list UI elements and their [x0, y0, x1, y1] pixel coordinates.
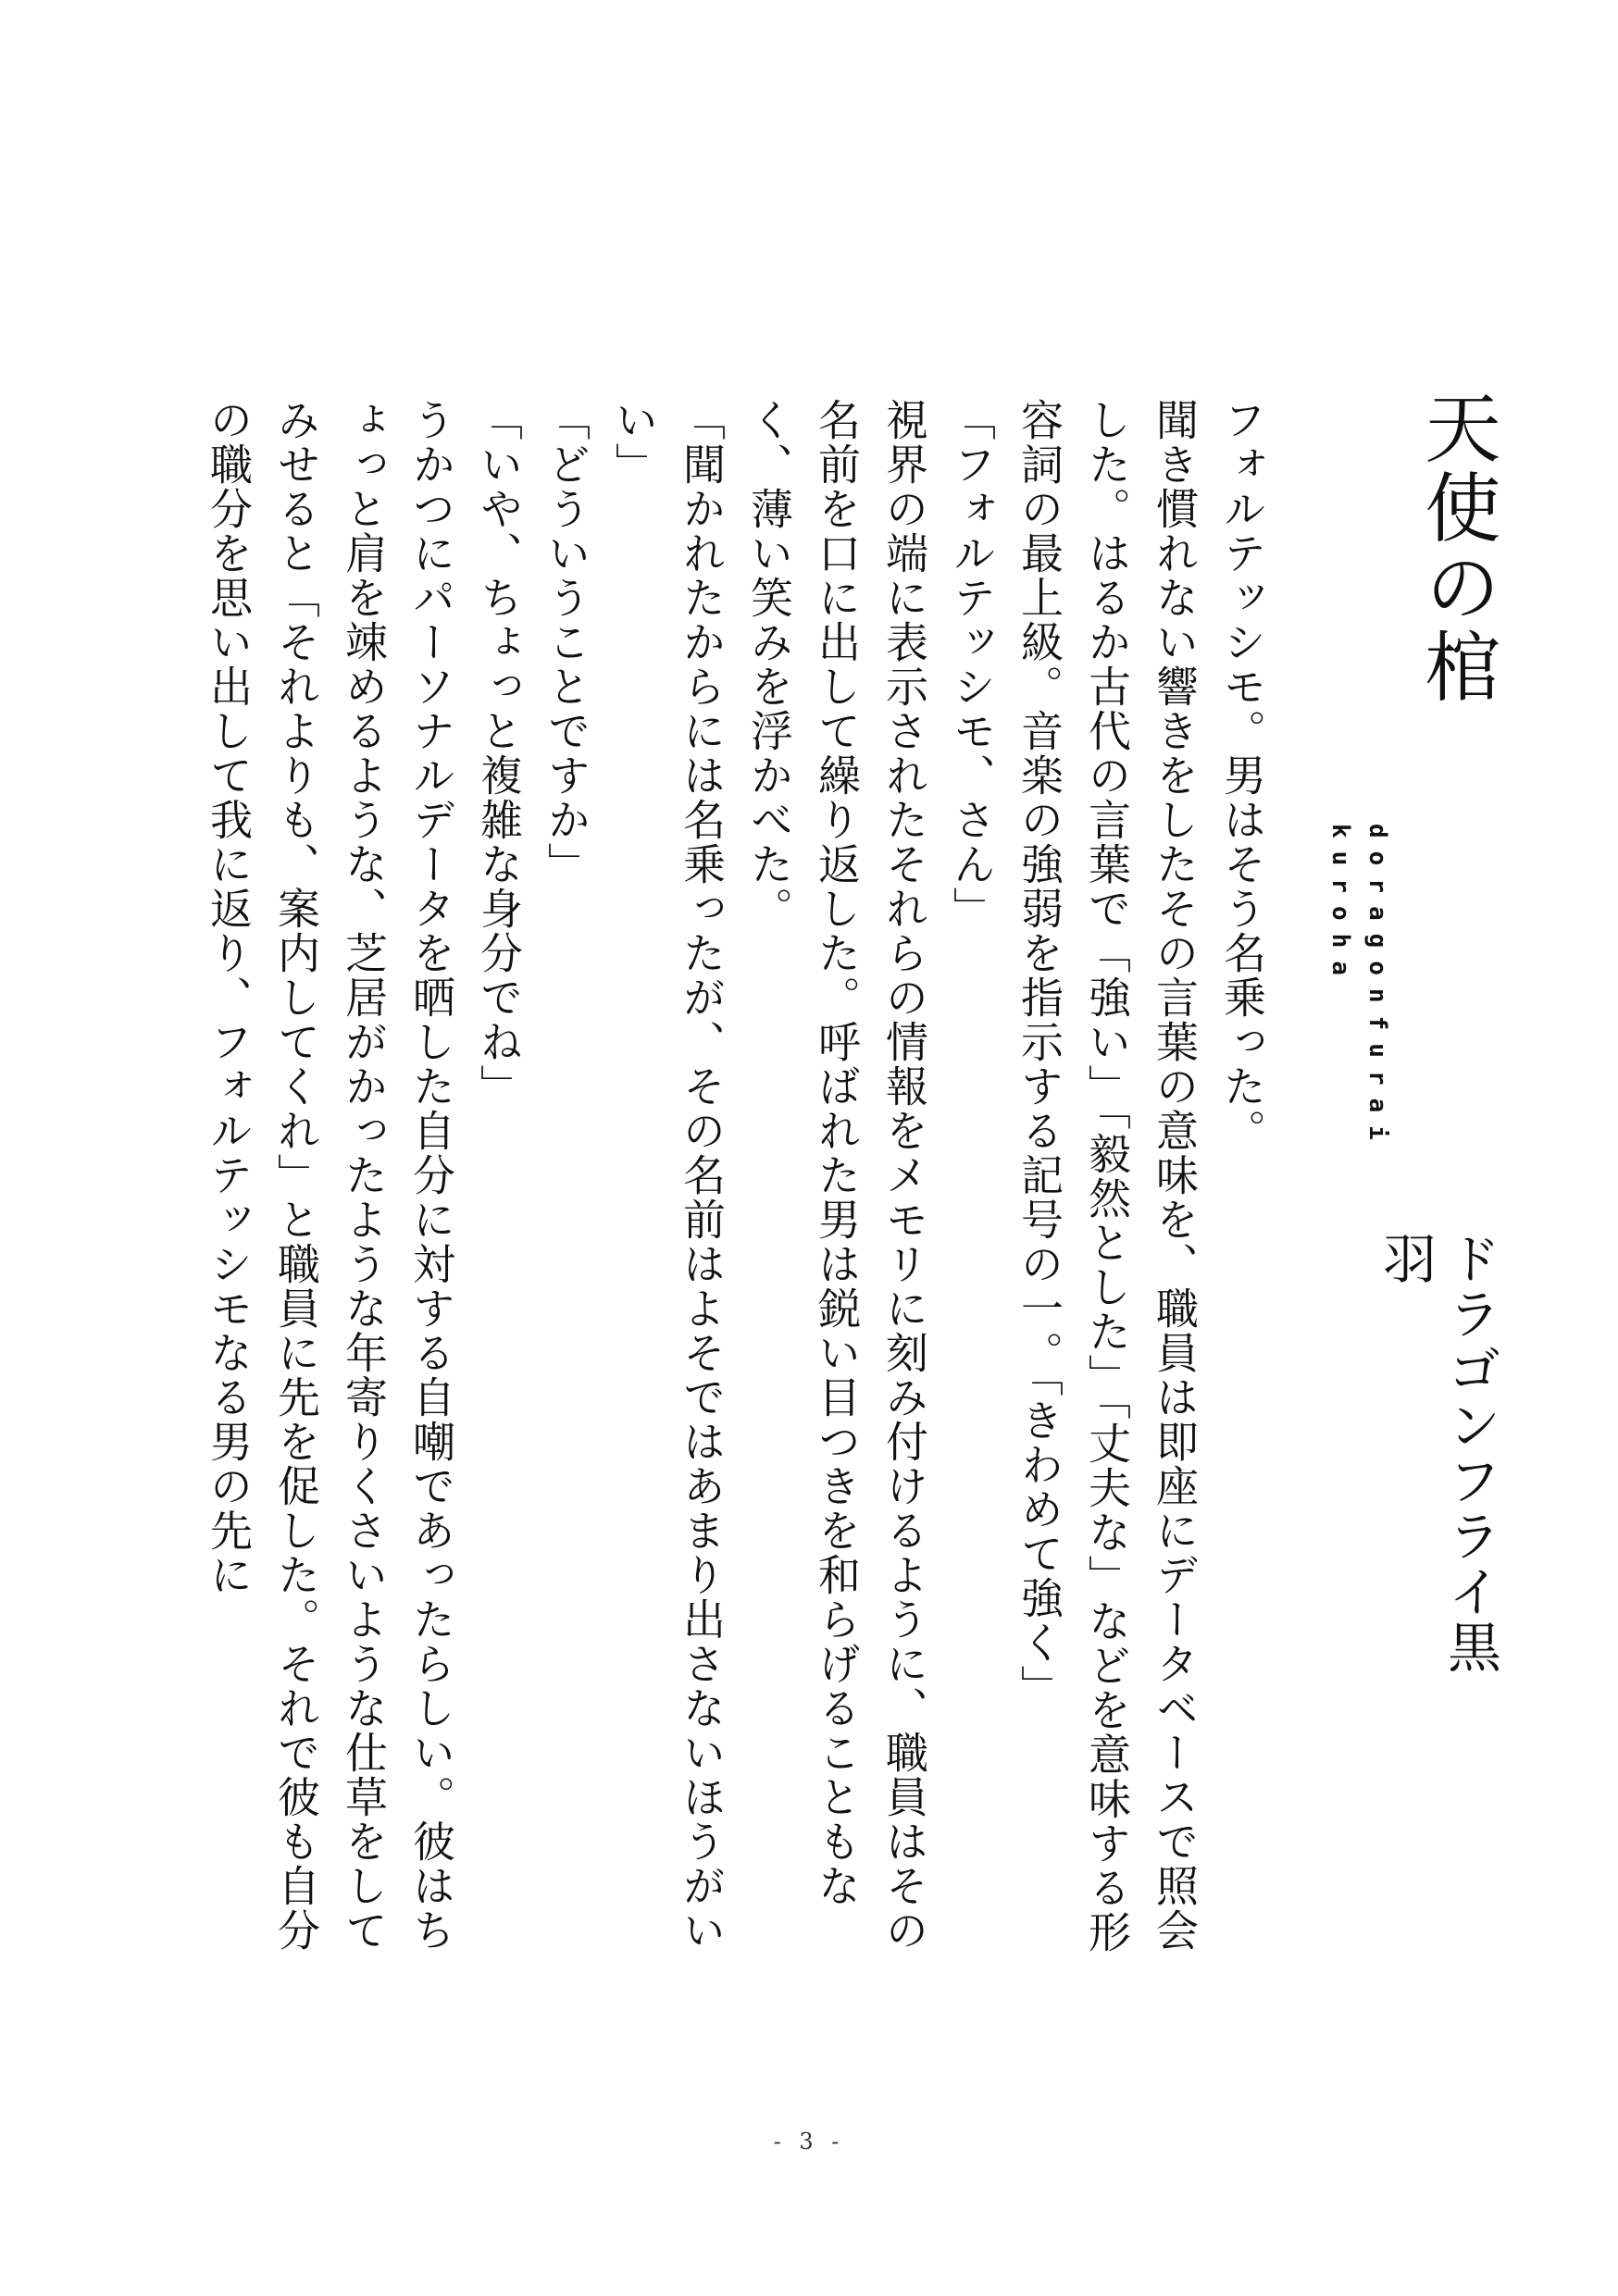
paragraph: 「いや、ちょっと複雑な身分でね」 — [474, 398, 524, 1109]
paragraph: 「フォルテッシモ、さん」 — [947, 398, 997, 931]
paragraph: 「聞かれたからには名乗ったが、その名前はよそではあまり出さないほうがいい」 — [609, 398, 727, 1953]
story-body — [204, 398, 1276, 1990]
author-name: ドラゴンフライ黒羽 — [1374, 1231, 1501, 1675]
paragraph: フォルテッシモ。男はそう名乗った。 — [1217, 398, 1267, 1153]
page-number: - 3 - — [773, 2128, 845, 2154]
paragraph: 聞き慣れない響きをしたその言葉の意味を、職員は即座にデータベースで照会した。はるか古代の言葉で「強い」「毅然とした」「丈夫な」などを意味する形容詞の最上級。音楽の強弱を指示する記号の一。「きわめて強く」 — [1014, 398, 1200, 1955]
author-romaji: doragonfurai kuroha — [1326, 824, 1391, 1153]
paragraph: 「どういうことですか」 — [541, 398, 591, 887]
story-title: 天使の棺 — [1413, 389, 1500, 707]
paragraph: 視界の端に表示されたそれらの情報をメモリに刻み付けるように、職員はその名前を口に出して繰り返した。呼ばれた男は鋭い目つきを和らげることもなく、薄い笑みを浮かべた。 — [744, 398, 929, 1953]
paragraph: うかつにパーソナルデータを晒した自分に対する自嘲であったらしい。彼はちょっと肩を竦めるような、芝居がかったような年寄りくさいような仕草をしてみせると「それよりも、案内してくれ」と職員に先を促した。それで彼も自分の職分を思い出して我に返り、フォルテッシモなる男の先に — [204, 398, 456, 1953]
